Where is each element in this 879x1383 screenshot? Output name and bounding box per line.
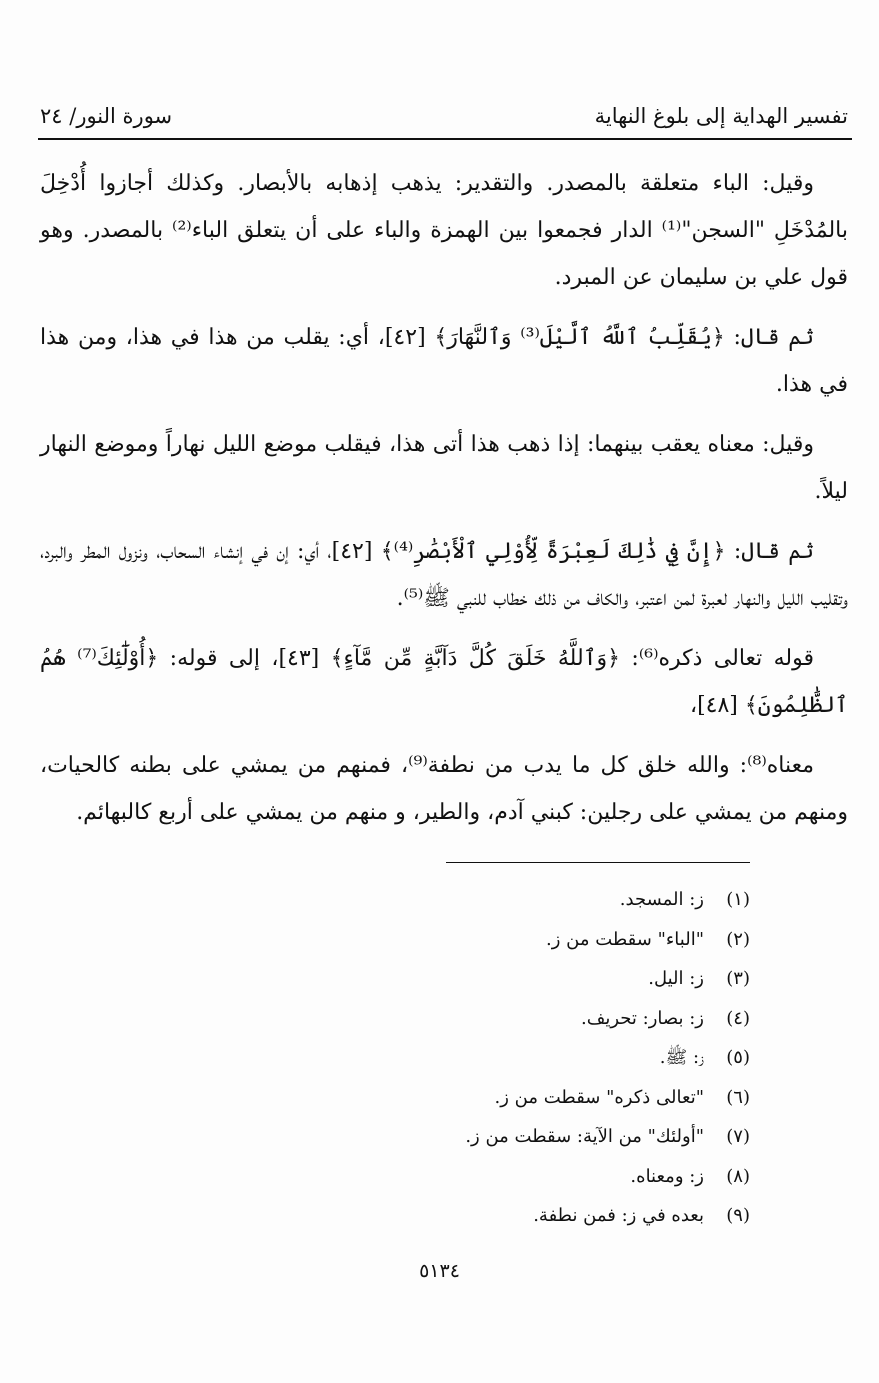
footnote-item: [120, 880, 750, 920]
paragraph: قوله تعالى ذكره⁽⁶⁾: ﴿وَٱللَّهُ خَلَقَ كُلَّ دَآبَّةٍ مِّن مَّآءٍ﴾ [٤٣]، إلى قوله: ﴿أُوْلَٰٓئِكَ⁽⁷⁾ هُمُ ٱلظَّٰلِمُونَ﴾ [٤٨]،: [40, 646, 848, 718]
footnote-item: [120, 1117, 750, 1157]
footnote-text: "أولئك" من الآية: سقطت من ز.: [465, 1126, 704, 1147]
footnote-number: (٥): [726, 1047, 750, 1068]
footnote-item: [120, 1078, 750, 1118]
footnote-text: ز: ﷺ.: [659, 1047, 704, 1068]
footnote-item: [120, 959, 750, 999]
paragraph: وقيل: معناه يعقب بينهما: إذا ذهب هذا أتى هذا، فيقلب موضع الليل نهاراً وموضع النهار ليلاً.: [40, 432, 848, 504]
footnote-number: (٩): [726, 1205, 750, 1226]
footnote-number: (٤): [726, 1007, 750, 1029]
footnote-number: (٧): [726, 1126, 750, 1147]
running-header: [40, 88, 848, 128]
page-number: ٥١٣٤: [419, 1260, 460, 1282]
footnote-text: "الباء" سقطت من ز.: [546, 928, 704, 950]
footnote-item: [120, 1157, 750, 1197]
footnote-item: [120, 999, 750, 1039]
footnote-text: ز: المسجد.: [619, 889, 704, 910]
footnote-item: [120, 1196, 750, 1236]
footnote-text: بعده في ز: فمن نطفة.: [533, 1205, 704, 1226]
paragraph: ثم قال: ﴿يُقَلِّبُ ٱللَّهُ ٱلَّيْلَ⁽³⁾ وَٱلنَّهَارَ﴾ [٤٢]، أي: يقلب من هذا في هذا، ومن هذا في هذا.: [40, 325, 848, 397]
footnotes-list: [120, 880, 750, 1236]
paragraph: معناه⁽⁸⁾: والله خلق كل ما يدب من نطفة⁽⁹⁾، فمنهم من يمشي على بطنه كالحيات، ومنهم من يمشي على رجلين: كبني آدم، والطير، و منهم من يمشي على أربع كالبهائم.: [40, 753, 848, 825]
main-text: [40, 160, 848, 849]
footnote-text: ز: بصار: تحريف.: [581, 1007, 704, 1029]
footnote-item: [120, 1038, 750, 1078]
footnote-text: ز: ومعناه.: [630, 1165, 704, 1187]
paragraph: وقيل: الباء متعلقة بالمصدر. والتقدير: يذهب إذهابه بالأبصار. وكذلك أجازوا أُدْخِلَ بالمُدْخَلِ "السجن"⁽¹⁾ الدار فجمعوا بين الهمزة والباء على أن يتعلق الباء⁽²⁾ بالمصدر. وهو قول علي بن سليمان عن المبرد.: [40, 171, 848, 290]
footnote-number: (٣): [726, 968, 750, 989]
footnote-number: (١): [726, 889, 750, 910]
footnote-divider: [446, 862, 750, 863]
footnote-text: "تعالى ذكره" سقطت من ز.: [494, 1086, 704, 1108]
footnote-number: (٦): [726, 1086, 750, 1108]
footnote-item: [120, 920, 750, 960]
footnote-text: ز: اليل.: [648, 968, 704, 989]
surah-label: سورة النور/ ٢٤: [40, 104, 173, 128]
header-divider: [38, 138, 852, 140]
footnote-number: (٢): [726, 928, 750, 950]
book-title: تفسير الهداية إلى بلوغ النهاية: [594, 104, 848, 128]
footnote-number: (٨): [726, 1165, 750, 1187]
paragraph: ثم قال: ﴿إِنَّ فِي ذَٰلِكَ لَعِبْرَةً لِّأُوْلِي ٱلْأَبْصَٰرِ⁽⁴⁾﴾ [٤٢]، أي: إن في إنشاء السحاب، ونزول المطر والبرد، وتقليب الليل والنهار لعبرة لمن اعتبر، والكاف من ذلك خطاب للنبي ﷺ⁽⁵⁾.: [40, 539, 848, 611]
